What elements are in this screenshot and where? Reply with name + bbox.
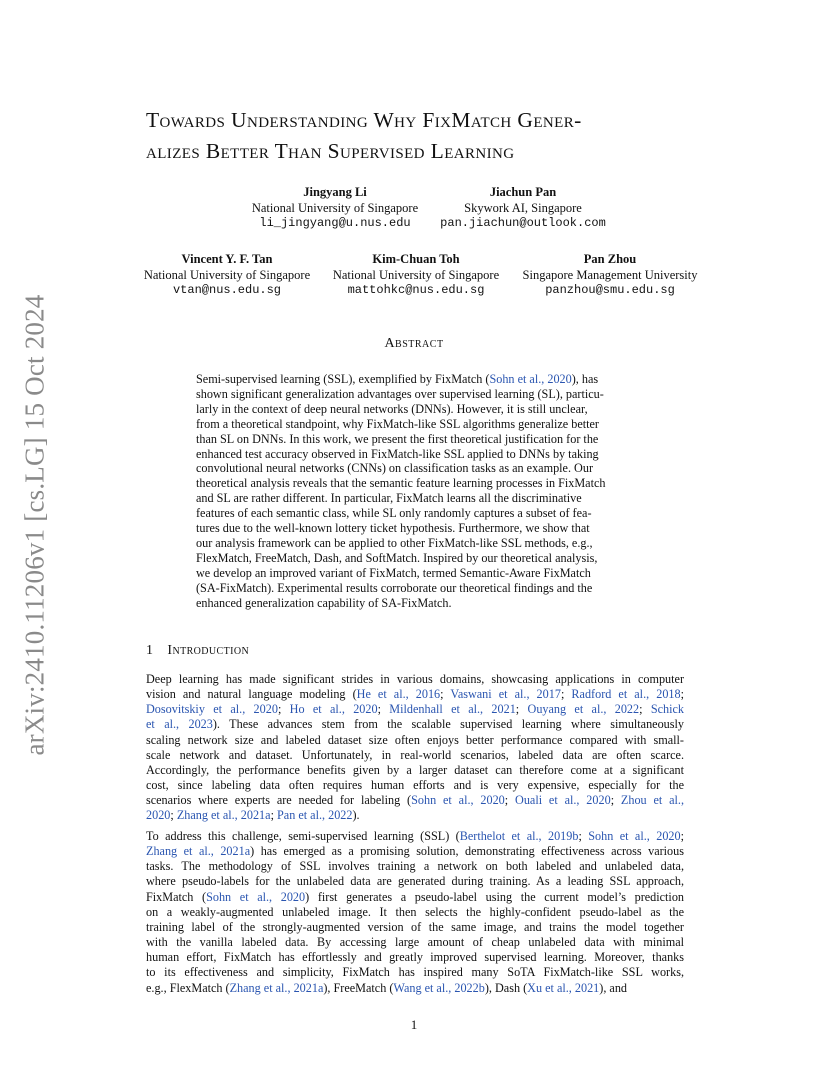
text-line (146, 687, 684, 702)
text-run: ; (440, 687, 451, 702)
text-run: Semi-supervised learning (SSL), exemplified by FixMatch ( (196, 372, 490, 386)
citation-link[interactable]: Sohn et al., 2020 (588, 829, 681, 843)
section-heading (146, 643, 249, 659)
text-line (146, 844, 684, 859)
text-line (196, 402, 634, 417)
citation-link[interactable]: Xu et al., 2021 (527, 980, 600, 995)
text-run: ; (639, 702, 651, 717)
section-number: 1 (146, 643, 154, 658)
text-run: ; (560, 687, 572, 702)
citation-link[interactable]: Schick (650, 702, 685, 717)
text-run: FlexMatch, FreeMatch, Dash, and SoftMatch. Inspired by our theoretical analysis, (196, 550, 598, 565)
text-run: ), FreeMatch ( (323, 980, 394, 995)
author-affiliation: National University of Singapore (251, 200, 419, 215)
section-title: Introduction (167, 643, 250, 658)
text-line (196, 581, 634, 596)
text-line (196, 566, 634, 581)
text-run: training label of the strongly-augmented version of the same image, and trains the model together (146, 919, 684, 934)
author-affiliation: Skywork AI, Singapore (464, 200, 582, 215)
text-run: ; (277, 702, 290, 717)
text-line (196, 491, 634, 506)
text-run: ) has emerged as a promising solution, demonstrating effectiveness across various (250, 844, 684, 859)
text-line (146, 763, 684, 778)
text-run: ; (270, 808, 277, 823)
text-run: tasks. The methodology of SSL involves training a network on both labeled and unlabeled data, (146, 859, 684, 874)
text-run: larly in the context of deep neural networks (DNNs). However, it is still unclear, (196, 401, 588, 416)
author-affiliation: National University of Singapore (332, 267, 500, 282)
citation-link[interactable]: Ouali et al., 2020 (515, 793, 611, 808)
citation-link[interactable]: Dosovitskiy et al., 2020 (146, 702, 278, 717)
text-run: vision and natural language modeling ( (146, 687, 357, 702)
citation-link[interactable]: Vaswani et al., 2017 (450, 687, 561, 702)
text-line (146, 905, 684, 920)
author-block (132, 252, 322, 299)
text-line (196, 551, 634, 566)
text-run: enhanced generalization capability of SA-FixMatch. (196, 595, 452, 610)
text-line (146, 672, 684, 687)
text-run: ; (504, 793, 516, 808)
text-run: human effort, FixMatch has effortlessly and greatly improved supervised learning. Moreover, thanks (146, 950, 684, 965)
text-run: FixMatch ( (146, 889, 207, 904)
text-run: tures due to the well-known lottery ticket hypothesis. Furthermore, we show that (196, 521, 590, 536)
citation-link[interactable]: 2020 (146, 808, 171, 823)
text-line (196, 432, 634, 447)
abstract-body (196, 372, 634, 611)
paper-title (146, 105, 706, 167)
text-line (146, 829, 684, 844)
text-line (146, 793, 684, 808)
author-email: pan.jiachun@outlook.com (440, 216, 606, 230)
arxiv-sidebar (20, 290, 50, 760)
citation-link[interactable]: Ouyang et al., 2022 (527, 702, 640, 717)
citation-link[interactable]: Ho et al., 2020 (289, 702, 378, 717)
text-line (196, 536, 634, 551)
author-name: Pan Zhou (583, 252, 637, 266)
text-run: our analysis framework can be applied to other FixMatch-like SSL methods, e.g., (196, 535, 593, 550)
text-line (146, 874, 684, 889)
text-run: Accordingly, the performance benefits given by a larger dataset can therefore come at a significant (146, 762, 684, 777)
citation-link[interactable]: Sohn et al., 2020 (489, 372, 572, 386)
text-run: on a weakly-augmented unlabeled image. It then selects the highly-confident pseudo-label as the (146, 904, 684, 919)
author-affiliation: National University of Singapore (143, 267, 311, 282)
author-email: mattohkc@nus.edu.sg (347, 283, 485, 297)
text-line (196, 417, 634, 432)
text-run: ; (170, 808, 177, 823)
author-block (321, 252, 511, 299)
text-line (196, 506, 634, 521)
text-run: we develop an improved variant of FixMatch, termed Semantic-Aware FixMatch (196, 565, 591, 580)
arxiv-identifier: arXiv:2410.11206v1 [cs.LG] 15 Oct 2024 (19, 294, 50, 756)
text-run: theoretical analysis reveals that the semantic feature learning processes in FixMatch (196, 476, 606, 491)
citation-link[interactable]: Zhou et al., (620, 793, 685, 808)
text-run: ; (680, 829, 684, 843)
text-line (146, 733, 684, 748)
text-run: (SA-FixMatch). Experimental results corroborate our theoretical findings and the (196, 580, 593, 595)
author-name: Vincent Y. F. Tan (181, 252, 273, 266)
citation-link[interactable]: Radford et al., 2018 (571, 687, 681, 702)
citation-link[interactable]: He et al., 2016 (356, 687, 441, 702)
text-run: ; (377, 702, 390, 717)
abstract-heading: Abstract (384, 336, 444, 351)
text-run: scenarios where experts are needed for labeling ( (146, 793, 412, 808)
text-run: with the vanilla labeled data. By accessing large amount of cheap unlabeled data with minimal (146, 935, 684, 950)
text-run: and SL are rather different. In particular, FixMatch learns all the discriminative (196, 491, 582, 506)
text-run: ). (352, 808, 360, 823)
text-line (146, 920, 684, 935)
text-run: ; (578, 829, 589, 843)
text-line (146, 950, 684, 965)
text-run: scale network and dataset. Unfortunately, in real-world scenarios, labeled data are often scarce. (146, 747, 684, 762)
citation-link[interactable]: Zhang et al., 2021a (229, 980, 324, 995)
text-line (146, 890, 684, 905)
text-line (146, 859, 684, 874)
text-run: than SL on DNNs. In this work, we present the first theoretical justification for the (196, 431, 599, 446)
text-line (196, 521, 634, 536)
text-run: ), has (571, 372, 599, 386)
text-line (146, 808, 684, 823)
author-email: vtan@nus.edu.sg (172, 283, 282, 297)
text-line (196, 476, 634, 491)
text-line (146, 778, 684, 793)
text-run: shown significant generalization advantages over supervised learning (SL), particu- (196, 386, 604, 401)
text-line (146, 748, 684, 763)
citation-link[interactable]: Zhang et al., 2021a (146, 844, 251, 859)
citation-link[interactable]: Sohn et al., 2020 (206, 889, 306, 904)
text-run: ) first generates a pseudo-label using the current model’s prediction (305, 889, 685, 904)
text-run: convolutional neural networks (CNNs) on classification tasks as an example. Our (196, 461, 594, 476)
text-run: ; (680, 687, 684, 702)
text-line (196, 372, 634, 387)
text-run: from a theoretical standpoint, why FixMatch-like SSL algorithms generalize better (196, 416, 599, 431)
text-line (146, 717, 684, 732)
citation-link[interactable]: Zhang et al., 2021a (176, 808, 271, 823)
text-line (196, 447, 634, 462)
text-run: e.g., FlexMatch ( (146, 980, 230, 995)
text-line (146, 965, 684, 980)
text-line (146, 981, 684, 996)
text-line (146, 935, 684, 950)
text-line (196, 461, 634, 476)
text-run: cost, since labeling data often requires human efforts and is very expensive, especially for the (146, 778, 684, 793)
page-number: 1 (410, 1017, 418, 1032)
citation-link[interactable]: Pan et al., 2022 (277, 808, 353, 823)
title-line-1: Towards Understanding Why FixMatch Gener- (146, 108, 582, 132)
citation-link[interactable]: Wang et al., 2022b (393, 980, 485, 995)
citation-link[interactable]: Mildenhall et al., 2021 (389, 702, 516, 717)
text-run: To address this challenge, semi-supervised learning (SSL) ( (146, 829, 460, 843)
intro-paragraph-2 (146, 829, 684, 996)
text-run: ; (515, 702, 528, 717)
citation-link[interactable]: Sohn et al., 2020 (411, 793, 505, 808)
citation-link[interactable]: et al., 2023 (146, 717, 213, 732)
text-run: ), and (599, 980, 628, 995)
text-line (196, 596, 634, 611)
author-email: panzhou@smu.edu.sg (545, 283, 675, 297)
text-run: scaling network size and labeled dataset size often enjoys better performance compared with small- (146, 732, 684, 747)
author-name: Jingyang Li (303, 185, 367, 199)
text-run: Deep learning has made significant strides in various domains, showcasing applications in computer (146, 672, 684, 686)
author-email: li_jingyang@u.nus.edu (259, 216, 411, 230)
text-run: to its effectiveness and simplicity, FixMatch has inspired many SoTA FixMatch-like SSL works, (146, 965, 684, 980)
text-run: ; (610, 793, 621, 808)
text-line (146, 702, 684, 717)
title-line-2: alizes Better Than Supervised Learning (146, 139, 515, 163)
text-run: ). These advances stem from the scalable supervised learning where simultaneously (212, 717, 685, 732)
intro-paragraph-1 (146, 672, 684, 824)
citation-link[interactable]: Berthelot et al., 2019b (459, 829, 579, 843)
author-block (410, 185, 636, 232)
text-run: ), Dash ( (484, 980, 528, 995)
author-name: Kim-Chuan Toh (372, 252, 460, 266)
text-run: enhanced test accuracy observed in FixMatch-like SSL applied to DNNs by taking (196, 446, 599, 461)
author-affiliation: Singapore Management University (522, 267, 698, 282)
text-run: features of each semantic class, while SL only randomly captures a subset of fea- (196, 506, 592, 521)
author-block (510, 252, 710, 299)
text-line (196, 387, 634, 402)
author-name: Jiachun Pan (489, 185, 557, 199)
text-run: where pseudo-labels for the unlabeled data are generated during training. As a leading SSL approach, (146, 874, 684, 889)
